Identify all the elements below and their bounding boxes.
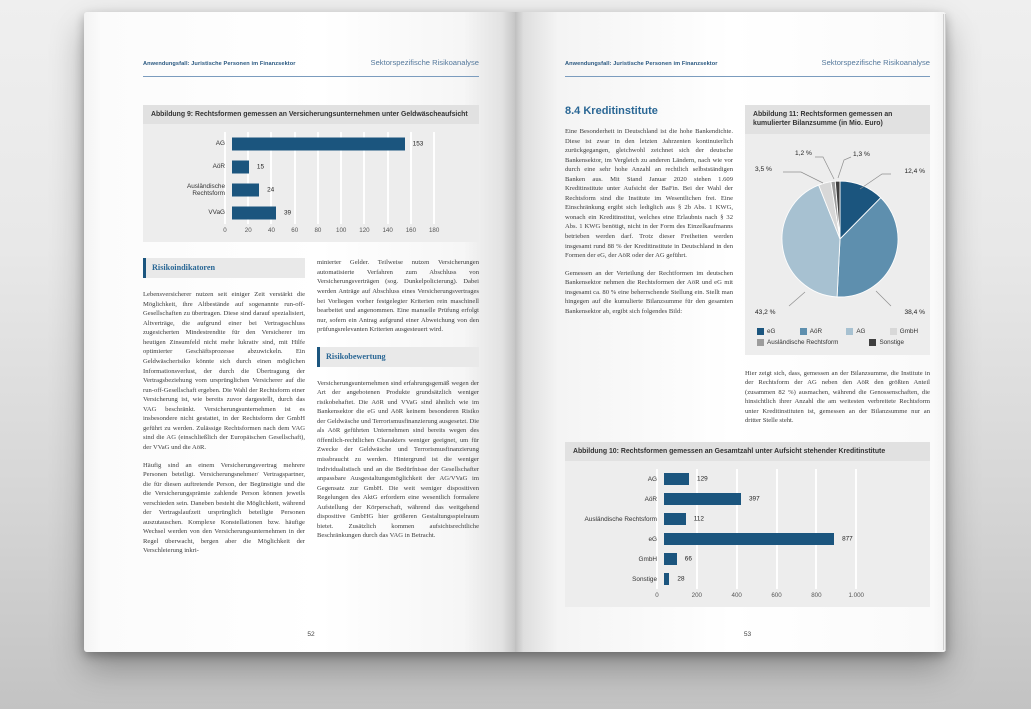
bar xyxy=(664,573,669,585)
axis-tick-label: 140 xyxy=(382,227,393,235)
paragraph: minierter Gelder. Teilweise nutzen Versicherungen automatisierte Verfahren zum Abschluss von Versicherungsverträgen (sog. Dunkelpolicierung). Dabei werden Anträge auf Abschluss eines Versicherungsvertrages bei Vorliegen vorher festgelegter Kriterien rein maschinell bearbeitet und angenommen. Eine manuelle Prüfung erfolgt nur, sofern ein Antrag aufgrund einer Abweichung von den prüfungsrelevanten Kriterien ausgesteuert wird. xyxy=(317,259,479,334)
axis-tick-label: 800 xyxy=(811,592,822,600)
pie-label-ag: 43,2 % xyxy=(755,308,776,316)
axis-tick-label: 0 xyxy=(655,592,659,600)
figure-10-bar-chart xyxy=(575,469,920,602)
legend-label: AG xyxy=(856,327,866,335)
bar xyxy=(664,473,689,485)
bar-row xyxy=(575,469,920,489)
figure-10-title: Abbildung 10: Rechtsformen gemessen an Gesamtzahl unter Aufsicht stehender Kreditinstitute xyxy=(565,442,930,461)
axis-tick-label: 1.000 xyxy=(848,592,864,600)
running-header-left: Anwendungsfall: Juristische Personen im Finanzsektor xyxy=(143,61,296,67)
category-label: Ausländische Rechtsform xyxy=(186,182,225,197)
category-label: Ausländische Rechtsform xyxy=(584,515,657,523)
legend-swatch-gmbh xyxy=(890,328,897,335)
book-spread xyxy=(84,12,946,652)
axis-tick-label: 100 xyxy=(336,227,347,235)
bar-row xyxy=(575,529,920,549)
section-heading-8-4: 8.4 Kreditinstitute xyxy=(565,105,658,117)
pie-label-sonstige: 1,3 % xyxy=(853,150,870,158)
page-53 xyxy=(515,12,946,652)
value-label: 129 xyxy=(697,475,708,483)
value-label: 15 xyxy=(256,163,265,171)
category-label: AG xyxy=(215,140,225,148)
legend-swatch-aoer xyxy=(800,328,807,335)
pie xyxy=(781,180,899,298)
category-label: eG xyxy=(648,535,657,543)
right-column xyxy=(317,258,479,564)
bar-row xyxy=(153,155,469,178)
legend-swatch-sonstige xyxy=(869,339,876,346)
axis-tick-label: 180 xyxy=(428,227,440,235)
bar-row xyxy=(153,132,469,155)
section-heading-risikobewertung: Risikobewertung xyxy=(317,347,479,367)
bar-row xyxy=(153,201,469,224)
left-page-columns xyxy=(143,258,479,564)
axis-tick-label: 60 xyxy=(291,227,299,235)
value-label: 28 xyxy=(677,575,685,583)
bar-row xyxy=(575,569,920,589)
paragraph: Hier zeigt sich, dass, gemessen an der Bilanzsumme, die Institute in der Rechtsform der AG neben den AöR den größten Anteil (zusammen 82 %) ausmachen, während die Genossenschaften, die hinsichtlich ihrer Anzahl die am weitesten verbreitete Rechtsform unter Kreditinstituten ist, gemessen an der Bilanzsumme nur an dritter Stelle steht. xyxy=(745,369,930,425)
category-label: VVaG xyxy=(208,209,225,217)
figure-11 xyxy=(745,105,930,355)
figure-9-bar-chart xyxy=(153,132,469,237)
pie-label-gmbh: 3,5 % xyxy=(755,165,772,173)
page-number: 53 xyxy=(743,631,752,638)
pie-label-aoer: 38,4 % xyxy=(904,308,925,316)
axis-tick-label: 600 xyxy=(771,592,782,600)
legend-swatch-eg xyxy=(757,328,764,335)
value-label: 153 xyxy=(412,140,424,148)
figure-11-pie-chart xyxy=(755,144,925,324)
page-number: 52 xyxy=(307,631,315,638)
value-label: 397 xyxy=(748,495,760,503)
section-heading-risikoindikatoren: Risikoindikatoren xyxy=(143,258,305,278)
pie-legend xyxy=(757,328,918,346)
bar xyxy=(664,553,677,565)
legend-label: AöR xyxy=(809,327,822,335)
figure-9-title: Abbildung 9: Rechtsformen gemessen an Versicherungsunternehmen unter Geldwäscheaufsicht xyxy=(143,105,479,124)
paragraph: Eine Besonderheit in Deutschland ist die hohe Bankendichte. Diese ist zwar in den letzten Jahrzenten kontinuierlich zurückgegangen, gleichwohl zeichnet sich der deutsche Bankensektor, im Vergleich zu anderen Ländern, nach wie vor durch eine sehr hohe Anzahl an rechtlich selbstständigen Banken aus. Mit Stand Januar 2020 stehen 1.609 Kreditinstitute unter Aufsicht der BaFin. Bei der Wahl der Rechtsform sind die Institute im Wesentlichen frei. Eine Einschränkung ergibt sich lediglich aus § 2b Abs. 1 KWG, wonach ein Kreditinstitut, welches eine Erlaubnis nach § 32 Abs. 1 KWG benötigt, nicht in der Form des Einzelkaufmanns betrieben werden darf. Trotz dieser Freiheiten werden insgesamt rund 88 % der Kreditinstitute in Deutschland in den Formen der eG, der AöR oder der AG geführt. xyxy=(565,128,733,260)
axis-tick-label: 40 xyxy=(268,227,275,235)
figure-9 xyxy=(143,105,479,242)
bar-row xyxy=(153,178,469,201)
value-label: 39 xyxy=(284,209,292,217)
paragraph: Häufig sind an einem Versicherungsvertrag mehrere Personen beteiligt. Versicherungsnehmer/ Vertragspartner, die für diesen auftretende Person, der Begünstigte und die die Versicherungsprämie zahlende Person können jeweils verschieden sein. Daneben besteht die Möglichkeit, während der Vertragslaufzeit ursprünglich beteiligte Personen auszutauschen. Komplexe Konstellationen bzw. häufige Wechsel werden von den Versicherungsunternehmen in der Regel überwacht, bergen aber die Möglichkeit der Verschleierung inkri- xyxy=(143,461,305,555)
page-header xyxy=(143,58,479,77)
bar-row xyxy=(575,509,920,529)
value-label: 24 xyxy=(267,186,275,194)
paragraph: Lebensversicherer nutzen seit einiger Zeit verstärkt die Möglichkeit, ihre Altbestände auf sogenannte run-off-Gesellschaften zu übertragen. Diese sind darauf spezialisiert, Altverträge, die aufgrund einer bei Vertragsschluss zugesicherten Mindestrendite für den Versicherer im heutigen Zinsumfeld nicht mehr lukrativ sind, mit Hilfe optimierter Geschäftsprozesse abzuwickeln. Ein Geldwäscherisiko könnte sich durch einen möglichen Informationsverlust, der durch die Übertragung der Vertragsbeziehung vom ursprünglichen Versicherer auf die run-off-Gesellschaft ergeben. Die Wahl der Rechtsform einer Versicherung ist, wie bereits zuvor dargestellt, durch das VAG beschränkt. Versicherungsunternehmen ist es insbesondere nicht gestattet, in der Rechtsform der GmbH geführt zu werden. Zulässige Rechtsformen nach dem VAG sind die AG (einschließlich der Europäischen Gesellschaft), der VVaG und die AöR. xyxy=(143,291,305,451)
value-label: 877 xyxy=(842,535,853,543)
left-column xyxy=(143,258,305,564)
legend-swatch-auslaendische xyxy=(757,339,764,346)
legend-label: GmbH xyxy=(899,327,918,335)
category-label: GmbH xyxy=(638,555,657,563)
legend-label: Sonstige xyxy=(879,338,904,346)
page-header xyxy=(565,58,930,77)
page-52 xyxy=(84,12,515,652)
figure-11-column xyxy=(745,105,930,434)
axis-tick-label: 0 xyxy=(223,227,227,235)
category-label: AöR xyxy=(644,495,657,503)
axis-tick-label: 400 xyxy=(731,592,742,600)
bar xyxy=(664,513,686,525)
bar-row xyxy=(575,549,920,569)
bar xyxy=(232,160,249,173)
running-header-right: Sektorspezifische Risikoanalyse xyxy=(821,58,930,67)
axis-tick-label: 200 xyxy=(691,592,703,600)
figure-10 xyxy=(565,442,930,607)
paragraph: Gemessen an der Verteilung der Rechtformen im deutschen Bankensektor nehmen die Rechtsformen der AöR und eG mit insgesamt ca. 80 % eine beherrschende Stellung ein. Stellt man hingegen auf die kumulierte Bilanzsumme für den gesamten Bankensektor ab, ergibt sich folgendes Bild: xyxy=(565,269,733,315)
axis-tick-label: 20 xyxy=(244,227,252,235)
value-label: 66 xyxy=(684,555,692,563)
category-label: AöR xyxy=(212,163,225,171)
bar xyxy=(232,137,405,150)
category-label: Sonstige xyxy=(632,575,657,583)
running-header-left: Anwendungsfall: Juristische Personen im Finanzsektor xyxy=(565,61,718,67)
bar xyxy=(232,206,276,219)
axis-tick-label: 80 xyxy=(314,227,322,235)
legend-swatch-ag xyxy=(846,328,853,335)
paragraph: Versicherungsunternehmen sind erfahrungsgemäß wegen der Art der angebotenen Produkte grundsätzlich weniger risikobehaftet. Die AöR und VVaG sind ähnlich wie im Bankensektor die eG und AöR keinem besonderen Risiko der Geldwäsche und Terrorismusfinanzierung ausgesetzt. Die als AöR geführten Unternehmen sind bereits wegen des öffentlich-rechtlichen Charakters weniger geeignet, um für Zwecke der Geldwäsche und Terrorismusfinanzierung missbraucht zu werden. Hintergrund ist die weniger individualistisch und an die Bedürfnisse der Gesellschafter anpassbare Ausgestaltungsmöglichkeit der AG/VVaG im Gegensatz zur GmbH. Die weit weniger dispositiven Regelungen des AktG erfordern eine wesentlich formalere Aufstellung der Körperschaft, während das weitgehend dispositive GmbHG hier größeren Gestaltungsspielraum bietet. Zusätzlich kommen aufsichtsrechtliche Beschränkungen durch das VAG in Betracht. xyxy=(317,379,480,540)
legend-label: Ausländische Rechtsform xyxy=(767,338,839,346)
axis-tick-label: 160 xyxy=(405,227,417,235)
figure-11-title: Abbildung 11: Rechtsformen gemessen an kumulierter Bilanzsumme (in Mio. Euro) xyxy=(745,105,930,134)
value-label: 112 xyxy=(693,515,704,523)
axis-tick-label: 120 xyxy=(359,227,370,235)
pie-label-eg: 12,4 % xyxy=(904,167,925,175)
bar xyxy=(232,183,259,196)
bar xyxy=(664,533,834,545)
legend-label: eG xyxy=(767,327,776,335)
category-label: AG xyxy=(647,475,657,483)
bar-row xyxy=(575,489,920,509)
kreditinstitute-column xyxy=(565,105,733,324)
bar xyxy=(664,493,741,505)
pie-label-auslaendische: 1,2 % xyxy=(795,149,812,157)
running-header-right: Sektorspezifische Risikoanalyse xyxy=(370,58,479,67)
